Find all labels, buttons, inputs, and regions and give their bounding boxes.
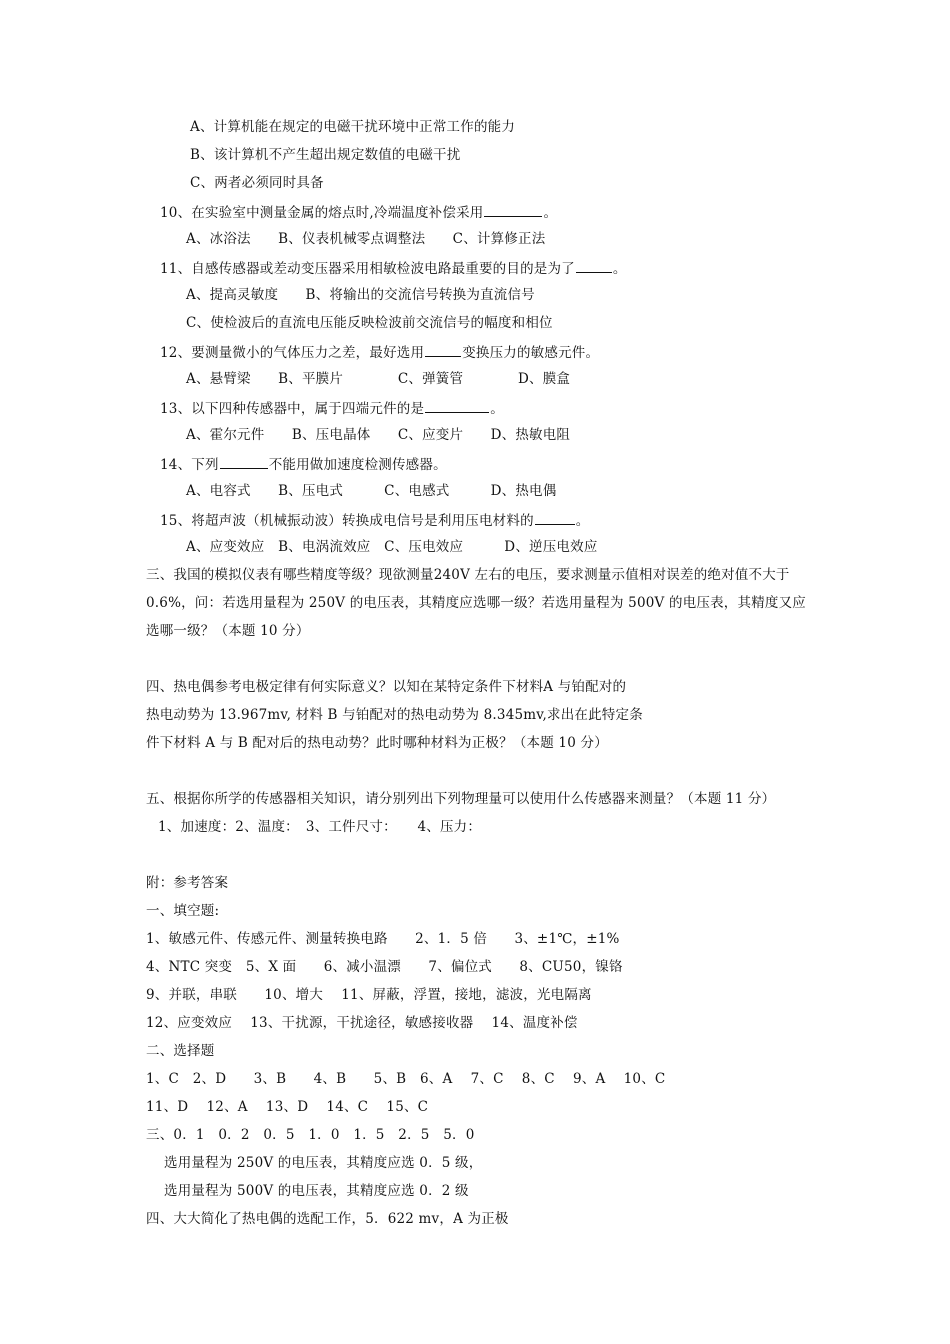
q13-end: 。	[490, 401, 504, 417]
q11-text: 11、自感传感器或差动变压器采用相敏检波电路最重要的目的是为了	[160, 261, 575, 277]
section3-line3: 选哪一级？（本题 10 分）	[146, 623, 310, 639]
q15-question	[160, 510, 589, 530]
q15-options: A、应变效应 B、电涡流效应 C、压电效应 D、逆压电效应	[186, 539, 598, 555]
answers-fill-heading: 一、填空题:	[146, 903, 220, 919]
q14-question	[160, 454, 447, 474]
answers-section3-line1: 三、0．1 0．2 0．5 1．0 1．5 2．5 5．0	[146, 1127, 475, 1143]
q13-question	[160, 398, 504, 418]
section4-line3: 件下材料 A 与 B 配对后的热电动势？此时哪种材料为正极？（本题 10 分）	[146, 735, 608, 751]
section5-line2: 1、加速度：2、温度： 3、工件尺寸： 4、压力：	[158, 819, 482, 835]
answers-fill-line1: 1、敏感元件、传感元件、测量转换电路 2、1．5 倍 3、±1℃，±1%	[146, 931, 620, 947]
answers-fill-line4: 12、应变效应 13、干扰源，干扰途径，敏感接收器 14、温度补偿	[146, 1015, 578, 1031]
answers-choice-line2: 11、D 12、A 13、D 14、C 15、C	[146, 1099, 429, 1115]
answers-fill-line2: 4、NTC 突变 5、X 面 6、减小温漂 7、偏位式 8、CU50，镍铬	[146, 959, 623, 975]
q15-text: 15、将超声波（机械振动波）转换成电信号是利用压电材料的	[160, 513, 534, 529]
q11-end: 。	[612, 261, 627, 277]
q9-option-a: A、计算机能在规定的电磁干扰环境中正常工作的能力	[190, 119, 516, 135]
answer-blank	[425, 342, 461, 357]
section3-line1: 三、我国的模拟仪表有哪些精度等级？现欲测量240V 左右的电压，要求测量示值相对误差的绝对值不大于	[146, 567, 790, 583]
q10-options: A、冰浴法 B、仪表机械零点调整法 C、计算修正法	[186, 231, 546, 247]
q9-option-c: C、两者必须同时具备	[190, 175, 324, 191]
q12-options: A、悬臂梁 B、平膜片 C、弹簧管 D、膜盒	[186, 371, 571, 387]
q12-text: 12、要测量微小的气体压力之差，最好选用	[160, 345, 425, 361]
q14-text2: 不能用做加速度检测传感器。	[268, 457, 447, 473]
answer-blank	[220, 454, 268, 469]
q11-question	[160, 258, 627, 278]
q10-end: 。	[543, 205, 558, 221]
answers-section3-line3: 选用量程为 500V 的电压表，其精度应选 0．2 级	[164, 1183, 469, 1199]
section4-line2: 热电动势为 13.967mv, 材料 B 与铂配对的热电动势为 8.345mv,求出在此特定条	[146, 707, 643, 723]
q12-text2: 变换压力的敏感元件。	[462, 345, 600, 361]
section3-line2: 0.6%，问：若选用量程为 250V 的电压表，其精度应选哪一级？若选用量程为 500V 的电压表，其精度又应	[146, 595, 806, 611]
answers-section4-line1: 四、大大简化了热电偶的选配工作，5．622 mv，A 为正极	[146, 1211, 509, 1227]
q11-options-row1: A、提高灵敏度 B、将输出的交流信号转换为直流信号	[186, 287, 535, 303]
answer-blank	[576, 258, 612, 273]
answer-blank	[535, 510, 575, 525]
q9-option-b: B、该计算机不产生超出规定数值的电磁干扰	[190, 147, 461, 163]
answers-heading: 附：参考答案	[146, 875, 229, 891]
q14-text: 14、下列	[160, 457, 219, 473]
q10-question	[160, 202, 557, 222]
answer-blank	[425, 398, 489, 413]
q14-options: A、电容式 B、压电式 C、电感式 D、热电偶	[186, 483, 557, 499]
answer-blank	[484, 202, 542, 217]
answers-choice-heading: 二、选择题	[146, 1043, 215, 1059]
q15-end: 。	[575, 513, 590, 529]
q13-options: A、霍尔元件 B、压电晶体 C、应变片 D、热敏电阻	[186, 427, 571, 443]
q12-question	[160, 342, 599, 362]
q13-text: 13、以下四种传感器中，属于四端元件的是	[160, 401, 425, 417]
section4-line1: 四、热电偶参考电极定律有何实际意义？以知在某特定条件下材料A 与铂配对的	[146, 679, 627, 695]
section5-line1: 五、根据你所学的传感器相关知识，请分别列出下列物理量可以使用什么传感器来测量？（本题 11 分）	[146, 791, 776, 807]
answers-fill-line3: 9、并联，串联 10、增大 11、屏蔽，浮置，接地，滤波，光电隔离	[146, 987, 592, 1003]
q11-options-row2: C、使检波后的直流电压能反映检波前交流信号的幅度和相位	[186, 315, 553, 331]
answers-choice-line1: 1、C 2、D 3、B 4、B 5、B 6、A 7、C 8、C 9、A 10、C	[146, 1071, 666, 1087]
answers-section3-line2: 选用量程为 250V 的电压表，其精度应选 0．5 级，	[164, 1155, 483, 1171]
q10-text: 10、在实验室中测量金属的熔点时,冷端温度补偿采用	[160, 205, 484, 221]
